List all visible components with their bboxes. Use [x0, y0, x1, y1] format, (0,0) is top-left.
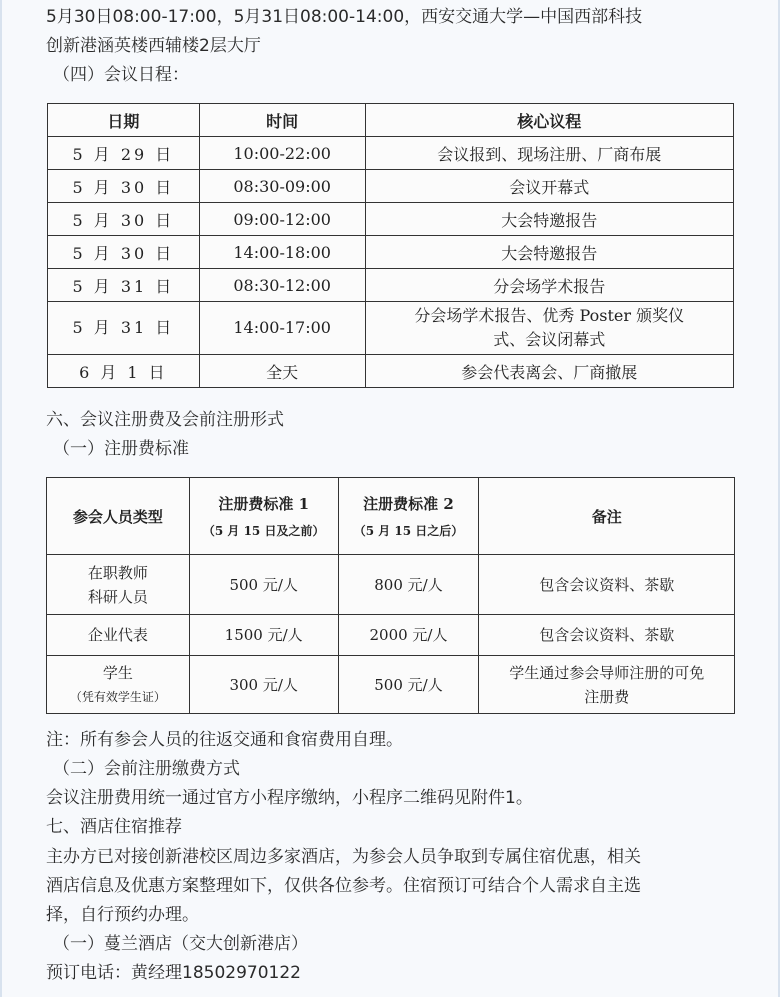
fee-type-line: 科研人员: [87, 587, 148, 606]
hotel1-heading: （一）蔓兰酒店（交大创新港店）: [53, 934, 308, 954]
fee-standard1: 500 元/人: [189, 555, 338, 615]
schedule-time: 14:00-18:00: [199, 236, 365, 269]
self-pay-note: 注：所有参会人员的往返交通和食宿费用自理。: [46, 730, 403, 750]
schedule-date: 5 月 30 日: [48, 203, 200, 236]
fee-type: [47, 656, 190, 714]
schedule-row: [48, 302, 734, 355]
fee-header-note: 备注: [479, 478, 735, 555]
schedule-agenda-line: 分会场学术报告、优秀 Poster 颁奖仪: [414, 306, 685, 325]
fee-standard2: 500 元/人: [338, 656, 479, 714]
fee-header-standard1: [189, 478, 338, 555]
fee-table: [46, 477, 735, 714]
fee-header-standard1-period: （5 月 15 日及之前）: [202, 524, 325, 538]
schedule-date: 5 月 30 日: [48, 236, 200, 269]
schedule-date: 5 月 31 日: [48, 302, 200, 355]
schedule-agenda: 大会特邀报告: [365, 236, 733, 269]
fee-standard2: 2000 元/人: [338, 615, 479, 656]
schedule-header-row: [48, 104, 734, 137]
venue-time-line2: 创新港涵英楼西辅楼2层大厅: [46, 36, 261, 56]
hotel-intro-line3: 择，自行预约办理。: [46, 905, 199, 925]
fee-type: [47, 555, 190, 615]
fee-row: [47, 555, 735, 615]
schedule-date: 6 月 1 日: [48, 355, 200, 388]
fee-header-type: 参会人员类型: [47, 478, 190, 555]
fee-type-line: （凭有效学生证）: [69, 689, 166, 704]
schedule-header-time: 时间: [199, 104, 365, 137]
schedule-header-agenda: 核心议程: [365, 104, 733, 137]
fee-header-standard2: [338, 478, 479, 555]
payment-heading: （二）会前注册缴费方式: [53, 759, 240, 779]
schedule-agenda-line: 式、会议闭幕式: [493, 330, 606, 349]
schedule-time: 10:00-22:00: [199, 137, 365, 170]
hotel-intro-line1: 主办方已对接创新港校区周边多家酒店，为参会人员争取到专属住宿优惠，相关: [46, 847, 641, 867]
schedule-time: 09:00-12:00: [199, 203, 365, 236]
schedule-row: [48, 203, 734, 236]
schedule-date: 5 月 30 日: [48, 170, 200, 203]
fee-standard1: 1500 元/人: [189, 615, 338, 656]
schedule-row: [48, 236, 734, 269]
fee-row: [47, 656, 735, 714]
fee-type: 企业代表: [47, 615, 190, 656]
fee-header-standard2-period: （5 月 15 日之后）: [353, 524, 464, 538]
schedule-agenda: [365, 302, 733, 355]
fee-standard-heading: （一）注册费标准: [53, 439, 189, 459]
fee-header-standard2-label: 注册费标准 2: [363, 495, 454, 513]
fee-header-standard1-label: 注册费标准 1: [218, 495, 310, 513]
schedule-row: [48, 137, 734, 170]
schedule-row: [48, 269, 734, 302]
schedule-time: 全天: [199, 355, 365, 388]
schedule-agenda: 分会场学术报告: [365, 269, 733, 302]
schedule-time: 14:00-17:00: [199, 302, 365, 355]
schedule-header-date: 日期: [48, 104, 200, 137]
schedule-heading: （四）会议日程：: [53, 65, 189, 85]
fee-type-line: 在职教师: [87, 563, 148, 582]
schedule-agenda: 会议开幕式: [365, 170, 733, 203]
schedule-row: [48, 170, 734, 203]
venue-time-line1: 5月30日08:00-17:00，5月31日08:00-14:00，西安交通大学—中国西部科技: [46, 7, 643, 27]
booking-phone: 预订电话：黄经理18502970122: [46, 963, 301, 983]
fee-note: [479, 656, 735, 714]
schedule-time: 08:30-12:00: [199, 269, 365, 302]
fee-note-line: 注册费: [584, 687, 630, 706]
section7-title: 七、酒店住宿推荐: [46, 817, 182, 837]
fee-header-row: [47, 478, 735, 555]
schedule-table: [47, 103, 734, 388]
fee-row: [47, 615, 735, 656]
fee-standard1: 300 元/人: [189, 656, 338, 714]
schedule-agenda: 会议报到、现场注册、厂商布展: [365, 137, 733, 170]
hotel-intro-line2: 酒店信息及优惠方案整理如下，仅供各位参考。住宿预订可结合个人需求自主选: [46, 876, 641, 896]
fee-standard2: 800 元/人: [338, 555, 479, 615]
section6-title: 六、会议注册费及会前注册形式: [46, 410, 284, 430]
schedule-agenda: 参会代表离会、厂商撤展: [365, 355, 733, 388]
schedule-date: 5 月 31 日: [48, 269, 200, 302]
fee-note-line: 学生通过参会导师注册的可免: [509, 663, 705, 682]
fee-note: 包含会议资料、茶歇: [479, 555, 735, 615]
payment-text: 会议注册费用统一通过官方小程序缴纳，小程序二维码见附件1。: [46, 788, 533, 808]
schedule-row: [48, 355, 734, 388]
schedule-date: 5 月 29 日: [48, 137, 200, 170]
schedule-agenda: 大会特邀报告: [365, 203, 733, 236]
fee-type-line: 学生: [102, 663, 133, 682]
schedule-time: 08:30-09:00: [199, 170, 365, 203]
fee-note: 包含会议资料、茶歇: [479, 615, 735, 656]
